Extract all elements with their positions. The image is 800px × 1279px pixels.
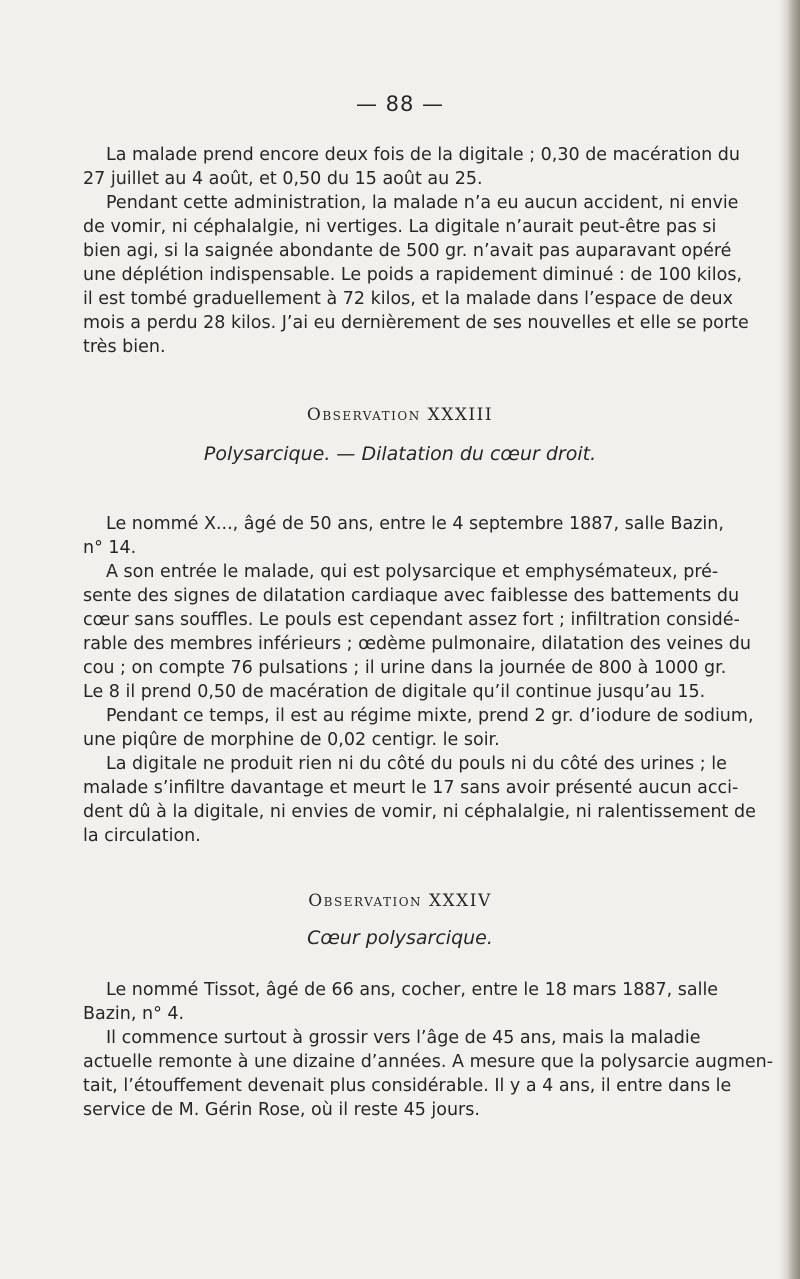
observation-heading: Observation XXXIV bbox=[308, 891, 492, 911]
text-line: mois a perdu 28 kilos. J’ai eu dernièrement de ses nouvelles et elle se porte bbox=[83, 313, 749, 333]
text-line: une déplétion indispensable. Le poids a rapidement diminué : de 100 kilos, bbox=[83, 265, 743, 285]
observation-heading: Observation XXXIII bbox=[306, 405, 494, 425]
observation-subtitle: Cœur polysarcique. bbox=[307, 927, 493, 949]
text-line: Pendant ce temps, il est au régime mixte, prend 2 gr. d’iodure de sodium, bbox=[106, 706, 754, 726]
text-line: service de M. Gérin Rose, où il reste 45 jours. bbox=[83, 1100, 480, 1120]
text-line: de vomir, ni céphalalgie, ni vertiges. La digitale n’aurait peut-être pas si bbox=[83, 217, 717, 237]
text-line: malade s’infiltre davantage et meurt le 17 sans avoir présenté aucun acci- bbox=[83, 778, 739, 798]
text-line: Le nommé Tissot, âgé de 66 ans, cocher, entre le 18 mars 1887, salle bbox=[106, 980, 719, 1000]
text-line: la circulation. bbox=[83, 826, 201, 846]
observation-subtitle: Polysarcique. — Dilatation du cœur droit. bbox=[203, 443, 597, 465]
text-line: Le 8 il prend 0,50 de macération de digitale qu’il continue jusqu’au 15. bbox=[83, 682, 706, 702]
text-line: très bien. bbox=[83, 337, 166, 357]
text-line: cœur sans souffles. Le pouls est cependant assez fort ; infiltration considé- bbox=[83, 610, 740, 630]
text-line: tait, l’étouffement devenait plus considérable. Il y a 4 ans, il entre dans le bbox=[83, 1076, 732, 1096]
text-line: sente des signes de dilatation cardiaque avec faiblesse des battements du bbox=[83, 586, 740, 606]
text-line: bien agi, si la saignée abondante de 500 gr. n’avait pas auparavant opéré bbox=[83, 241, 732, 261]
page-number: — 88 — bbox=[355, 92, 445, 116]
text-line: 27 juillet au 4 août, et 0,50 du 15 août au 25. bbox=[83, 169, 483, 189]
text-line: rable des membres inférieurs ; œdème pulmonaire, dilatation des veines du bbox=[83, 634, 751, 654]
text-line: il est tombé graduellement à 72 kilos, et la malade dans l’espace de deux bbox=[83, 289, 733, 309]
text-line: n° 14. bbox=[83, 538, 137, 558]
text-line: une piqûre de morphine de 0,02 centigr. le soir. bbox=[83, 730, 500, 750]
text-line: cou ; on compte 76 pulsations ; il urine dans la journée de 800 à 1000 gr. bbox=[83, 658, 727, 678]
text-line: dent dû à la digitale, ni envies de vomir, ni céphalalgie, ni ralentissement de bbox=[83, 802, 756, 822]
text-line: La digitale ne produit rien ni du côté du pouls ni du côté des urines ; le bbox=[106, 754, 727, 774]
text-line: Pendant cette administration, la malade n’a eu aucun accident, ni envie bbox=[106, 193, 739, 213]
text-line: Il commence surtout à grossir vers l’âge de 45 ans, mais la maladie bbox=[106, 1028, 701, 1048]
text-line: Bazin, n° 4. bbox=[83, 1004, 185, 1024]
text-line: Le nommé X..., âgé de 50 ans, entre le 4 septembre 1887, salle Bazin, bbox=[106, 514, 724, 534]
text-line: actuelle remonte à une dizaine d’années. A mesure que la polysarcie augmen- bbox=[83, 1052, 774, 1072]
text-line: La malade prend encore deux fois de la digitale ; 0,30 de macération du bbox=[106, 145, 740, 165]
text-line: A son entrée le malade, qui est polysarcique et emphysémateux, pré- bbox=[106, 562, 719, 582]
